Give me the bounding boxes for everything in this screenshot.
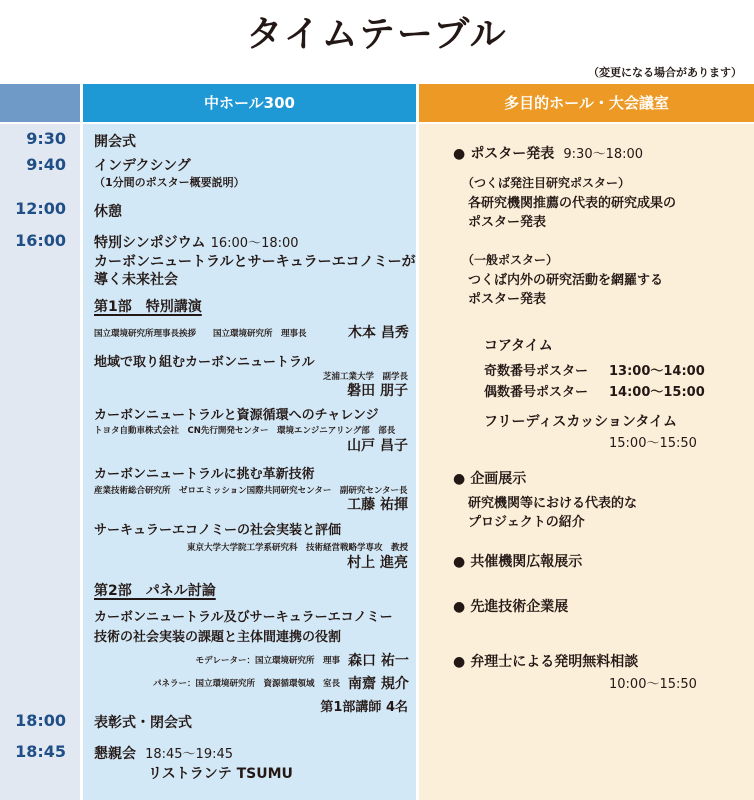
panelist-affiliation: パネラー：国立環境研究所 資源循環領域 室長 — [152, 679, 340, 689]
time-slot: 9:30 — [26, 129, 66, 148]
cohost-title: 共催機関広報展示 — [470, 554, 583, 570]
core-time-title: コアタイム — [484, 338, 553, 354]
tsukuba-poster-desc: ポスター発表 — [468, 215, 547, 230]
multipurpose-hall-header: 多目的ホール・大会議室 — [419, 84, 754, 122]
free-discussion-title: フリーディスカッションタイム — [484, 414, 678, 430]
even-poster-label: 偶数番号ポスター — [484, 385, 589, 400]
patent-title: 弁理士による発明無料相談 — [470, 654, 639, 670]
time-column-header — [0, 84, 80, 122]
poster-heading — [453, 143, 643, 163]
exhibit-desc: 研究機関等における代表的な — [468, 496, 638, 511]
change-note: （変更になる場合があります） — [588, 66, 742, 79]
reception-venue: リストランテ TSUMU — [148, 766, 293, 782]
tsukuba-poster-desc: 各研究機関推薦の代表的研究成果の — [468, 196, 677, 211]
symposium-heading — [94, 232, 299, 252]
company-heading — [453, 596, 568, 616]
talk-speaker: 磐田 朋子 — [347, 383, 408, 399]
odd-poster-label: 奇数番号ポスター — [484, 364, 589, 379]
time-slot: 16:00 — [15, 231, 66, 250]
talk-title: 地域で取り組むカーボンニュートラル — [94, 355, 315, 370]
indexing: インデクシング — [94, 158, 191, 174]
patent-time: 10:00～15:50 — [609, 677, 697, 692]
symposium-theme: 導く未来社会 — [94, 272, 178, 288]
exhibit-title: 企画展示 — [470, 471, 527, 487]
part2-heading: 第2部 パネル討論 — [94, 583, 216, 599]
panel-title: 技術の社会実装の課題と主体間連携の役割 — [94, 630, 342, 645]
time-slot: 12:00 — [15, 199, 66, 218]
talk-affiliation: トヨタ自動車株式会社 CN先行開発センター 環境エンジニアリング部 部長 — [94, 426, 396, 436]
moderator-affiliation: モデレーター：国立環境研究所 理事 — [195, 656, 340, 666]
panelist-name: 南齋 規介 — [348, 676, 409, 692]
talk-title: カーボンニュートラルに挑む革新技術 — [94, 467, 315, 482]
talk-title: カーボンニュートラルと資源循環へのチャレンジ — [94, 408, 379, 423]
exhibit-desc: プロジェクトの紹介 — [468, 515, 585, 530]
bullet-icon: ● — [453, 599, 466, 615]
general-poster-desc: ポスター発表 — [468, 292, 547, 307]
bullet-icon: ● — [453, 554, 466, 570]
talk-speaker: 村上 進亮 — [347, 555, 408, 571]
talk-speaker: 工藤 祐揮 — [347, 497, 408, 513]
award-closing: 表彰式・閉会式 — [94, 715, 192, 731]
general-poster-desc: つくば内外の研究活動を網羅する — [468, 273, 664, 288]
even-poster-time: 14:00～15:00 — [609, 385, 705, 400]
part1-heading: 第1部 特別講演 — [94, 299, 202, 315]
symposium-theme: カーボンニュートラルとサーキュラーエコノミーが — [94, 254, 416, 270]
reception-title: 懇親会 — [94, 746, 136, 762]
mid-hall-header: 中ホール300 — [83, 84, 416, 122]
bullet-icon: ● — [453, 146, 466, 162]
odd-poster-time: 13:00～14:00 — [609, 364, 705, 379]
time-slot: 9:40 — [26, 155, 66, 174]
patent-heading — [453, 651, 638, 671]
opening-ceremony: 開会式 — [94, 134, 136, 150]
exhibit-heading — [453, 468, 526, 488]
company-title: 先進技術企業展 — [470, 599, 569, 615]
indexing-note: （1分間のポスター概要説明） — [94, 176, 245, 189]
symposium-title: 特別シンポジウム — [94, 235, 206, 251]
poster-time: 9:30～18:00 — [563, 147, 644, 162]
bullet-icon: ● — [453, 471, 466, 487]
greeting-speaker: 木本 昌秀 — [348, 325, 409, 341]
general-poster-label: （一般ポスター） — [462, 253, 559, 267]
time-column — [0, 124, 80, 800]
free-discussion-time: 15:00～15:50 — [609, 436, 697, 451]
talk-title: サーキュラーエコノミーの社会実装と評価 — [94, 523, 342, 538]
bullet-icon: ● — [453, 654, 466, 670]
reception-heading — [94, 743, 233, 763]
tsukuba-poster-label: （つくば発注目研究ポスター） — [462, 176, 631, 190]
reception-time: 18:45～19:45 — [145, 747, 234, 762]
panel-title: カーボンニュートラル及びサーキュラーエコノミー — [94, 610, 393, 625]
break: 休憩 — [94, 204, 122, 220]
talk-affiliation: 産業技術総合研究所 ゼロエミッション国際共同研究センター 副研究センター長 — [94, 486, 408, 496]
poster-title: ポスター発表 — [470, 146, 555, 162]
time-slot: 18:00 — [15, 711, 66, 730]
panel-speakers: 第1部講師 4名 — [320, 700, 408, 715]
moderator-name: 森口 祐一 — [348, 653, 409, 669]
symposium-time: 16:00～18:00 — [210, 236, 299, 251]
talk-affiliation: 東京大学大学院工学系研究科 技術経営戦略学専攻 教授 — [186, 543, 408, 553]
time-slot: 18:45 — [15, 742, 66, 761]
talk-affiliation: 芝浦工業大学 副学長 — [322, 372, 408, 382]
talk-speaker: 山戸 昌子 — [347, 438, 408, 454]
page-title: タイムテーブル — [246, 14, 508, 55]
greeting-affiliation: 国立環境研究所理事長挨拶 国立環境研究所 理事長 — [94, 329, 307, 339]
cohost-heading — [453, 551, 582, 571]
